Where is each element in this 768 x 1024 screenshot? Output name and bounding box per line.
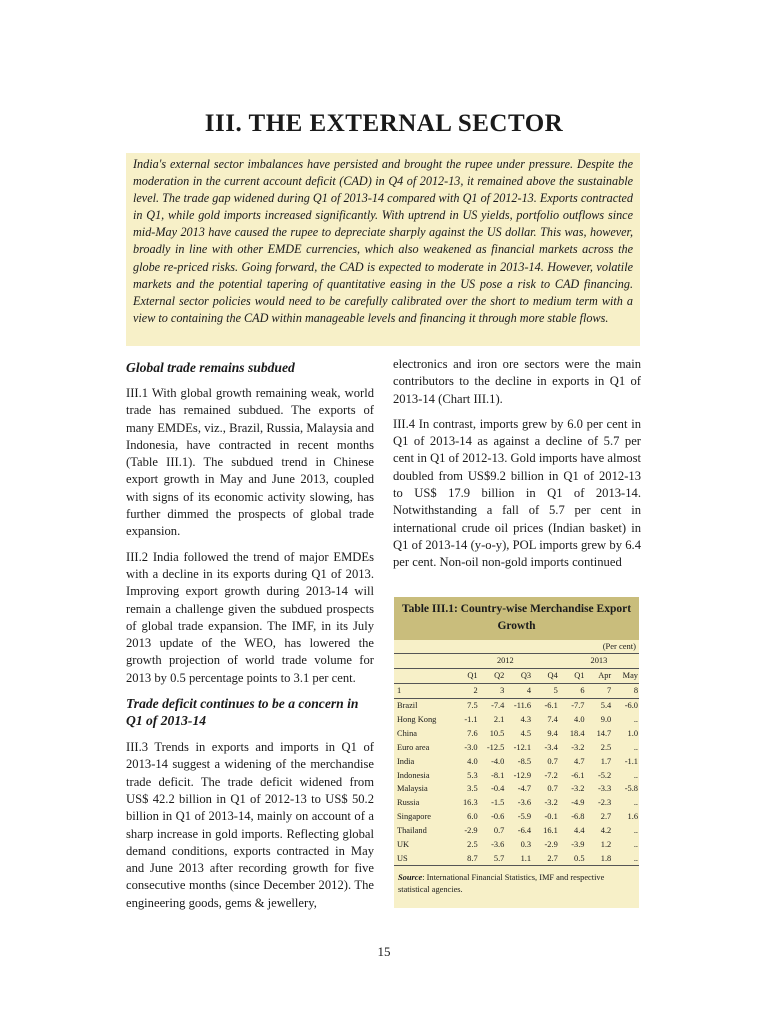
value-cell: 4.2 xyxy=(600,826,612,836)
value-cell: 4.0 xyxy=(467,756,478,766)
page-title: III. THE EXTERNAL SECTOR xyxy=(204,110,564,137)
column-header: Q4 xyxy=(532,668,559,683)
value-cell: 16.1 xyxy=(543,826,558,836)
value-cell: 18.4 xyxy=(569,728,585,738)
column-header: Q3 xyxy=(505,668,532,683)
table-row xyxy=(394,796,639,810)
value-cell: 2.5 xyxy=(600,742,612,752)
value-cell: 1.2 xyxy=(600,840,612,850)
value-cell: 0.5 xyxy=(559,851,586,865)
value-cell: 1.0 xyxy=(627,728,638,738)
table-year-row xyxy=(394,654,639,669)
country-cell: Brazil xyxy=(397,701,418,711)
source-text: : International Financial Statistics, IMF and respective statistical agencies. xyxy=(398,873,605,895)
value-cell: -12.9 xyxy=(513,770,532,780)
column-number: 7 xyxy=(586,683,613,698)
value-cell: 0.7 xyxy=(493,826,505,836)
value-cell: -3.0 xyxy=(464,742,478,752)
value-cell: 1.7 xyxy=(600,756,612,766)
value-cell: -4.0 xyxy=(491,756,505,766)
value-cell: 0.7 xyxy=(547,756,558,766)
table-title: Table III.1: Country-wise Merchandise Export Growth xyxy=(394,597,639,640)
year-header-2013: 2013 xyxy=(590,656,608,666)
value-cell: 4.7 xyxy=(574,756,585,766)
country-cell: Russia xyxy=(397,798,420,808)
value-cell: 5.3 xyxy=(467,770,478,780)
country-cell: Hong Kong xyxy=(397,715,437,724)
export-growth-table-box xyxy=(394,597,639,908)
value-cell: 14.7 xyxy=(596,728,612,738)
value-cell: 3.5 xyxy=(467,784,478,794)
value-cell: -3.3 xyxy=(597,784,612,794)
value-cell: .. xyxy=(633,742,638,752)
table-column-number-row xyxy=(394,683,639,698)
country-cell: Thailand xyxy=(397,826,427,836)
value-cell: -3.6 xyxy=(517,798,532,808)
value-cell: -0.1 xyxy=(544,812,558,822)
value-cell: -7.2 xyxy=(544,770,558,780)
value-cell: .. xyxy=(633,840,638,850)
column-number: 1 xyxy=(394,683,452,698)
section-heading-trade-deficit: Trade deficit continues to be a concern in Q1 of 2013-14 xyxy=(126,696,359,729)
value-cell: 2.5 xyxy=(467,840,478,850)
value-cell: 4.0 xyxy=(574,715,585,724)
value-cell: -5.9 xyxy=(517,812,532,822)
section-heading-global-trade: Global trade remains subdued xyxy=(126,360,295,375)
value-cell: -7.7 xyxy=(571,701,585,711)
value-cell: -6.8 xyxy=(571,812,585,822)
value-cell: -12.5 xyxy=(486,742,505,752)
paragraph-iii-4: III.4 In contrast, imports grew by 6.0 per cent in Q1 of 2013-14 as against a decline of 5.7 per cent in Q1 of 2012-13. Gold imports have almost doubled from US$9.2 billion in Q1 of 2012-13 to US$ 17.9 billion in Q1 of 2013-14. Notwithstanding a fall of 5.7 per cent in international crude oil prices (Indian basket) in Q1 of 2013-14 (y-o-y), POL imports grew by 6.4 per cent. Non-oil non-gold imports continued xyxy=(393,416,641,570)
column-number: 3 xyxy=(479,683,506,698)
value-cell: -2.9 xyxy=(464,826,478,836)
source-label: Source xyxy=(398,873,423,883)
table-row xyxy=(394,851,639,865)
value-cell: -7.4 xyxy=(491,701,505,711)
value-cell: 1.6 xyxy=(627,812,638,822)
value-cell: .. xyxy=(633,826,638,836)
country-cell: China xyxy=(397,728,418,738)
value-cell: 9.4 xyxy=(547,728,558,738)
column-number: 2 xyxy=(452,683,479,698)
column-header: Q1 xyxy=(559,668,586,683)
value-cell: .. xyxy=(633,798,638,808)
value-cell: -0.4 xyxy=(491,784,505,794)
value-cell: -5.2 xyxy=(597,770,612,780)
value-cell: 0.7 xyxy=(547,784,558,794)
value-cell: 9.0 xyxy=(600,715,612,724)
value-cell: 16.3 xyxy=(462,798,478,808)
value-cell: 5.4 xyxy=(600,701,612,711)
right-column xyxy=(393,356,641,580)
column-header: Apr xyxy=(586,668,613,683)
table-unit: (Per cent) xyxy=(602,641,636,651)
value-cell: 7.6 xyxy=(467,728,478,738)
value-cell: .. xyxy=(633,770,638,780)
table-row xyxy=(394,810,639,824)
country-cell: Singapore xyxy=(397,812,431,822)
value-cell: 2.7 xyxy=(600,812,612,822)
value-cell: -2.9 xyxy=(544,840,558,850)
value-cell: 2.1 xyxy=(493,715,505,724)
value-cell: -12.1 xyxy=(513,742,532,752)
paragraph-iii-1: III.1 With global growth remaining weak, world trade has remained subdued. The exports of many EMDEs, viz., Brazil, Russia, Malaysia and Indonesia, have contracted in recent months (Table III.1). The subdued trend in Chinese export growth in May and June 2013, coupled with signs of its economic activity slowing, has further dimmed the prospects of global trade expansion. xyxy=(126,386,374,539)
value-cell: .. xyxy=(612,851,639,865)
column-header: May xyxy=(612,668,639,683)
value-cell: -6.1 xyxy=(571,770,585,780)
value-cell: -3.2 xyxy=(571,784,585,794)
table-row xyxy=(394,768,639,782)
column-number: 4 xyxy=(505,683,532,698)
value-cell: 4.5 xyxy=(520,728,532,738)
country-cell: Indonesia xyxy=(397,770,430,780)
value-cell: -1.5 xyxy=(491,798,505,808)
summary-box: India's external sector imbalances have persisted and brought the rupee under pressure. Despite the moderation in the current account deficit (CAD) in Q4 of 2012-13, it remained above the sustainable level. The trade gap widened during Q1 of 2013-14 compared with Q1 of 2012-13. Exports contracted in Q1, while gold imports increased significantly. With uptrend in US yields, portfolio outflows since mid-May 2013 have caused the rupee to depreciate sharply against the US dollar. This was, however, broadly in line with other EMDE currencies, which also weakened as financial markets across the globe re-priced risks. Going forward, the CAD is expected to moderate in 2013-14. However, volatile markets and the potential tapering of quantitative easing in the US pose a risk to CAD financing. External sector policies would need to be carefully calibrated over the short to medium term with a view to containing the CAD within manageable levels and financing it through more stable flows. xyxy=(126,153,640,346)
table-row xyxy=(394,754,639,768)
value-cell: -6.4 xyxy=(517,826,532,836)
value-cell: -6.1 xyxy=(544,701,558,711)
value-cell: -2.3 xyxy=(597,798,612,808)
value-cell: -3.2 xyxy=(571,742,585,752)
value-cell: -8.1 xyxy=(491,770,505,780)
value-cell: 1.8 xyxy=(586,851,613,865)
table-row xyxy=(394,782,639,796)
table-row xyxy=(394,838,639,852)
country-cell: India xyxy=(397,756,415,766)
value-cell: -5.8 xyxy=(624,784,638,794)
value-cell: -3.4 xyxy=(544,742,558,752)
value-cell: 1.1 xyxy=(505,851,532,865)
country-cell: UK xyxy=(397,840,410,850)
table-row xyxy=(394,740,639,754)
value-cell: -3.9 xyxy=(571,840,585,850)
value-cell: -3.2 xyxy=(544,798,558,808)
value-cell: -1.1 xyxy=(624,756,638,766)
table-row xyxy=(394,726,639,740)
table-source-note xyxy=(394,866,639,896)
country-cell: Malaysia xyxy=(397,784,428,794)
left-column xyxy=(126,356,374,920)
value-cell: 0.3 xyxy=(520,840,532,850)
value-cell: 6.0 xyxy=(467,812,478,822)
value-cell: 10.5 xyxy=(489,728,505,738)
table-row xyxy=(394,713,639,727)
value-cell: -8.5 xyxy=(517,756,532,766)
year-header-2012: 2012 xyxy=(496,656,514,666)
value-cell: -0.6 xyxy=(491,812,505,822)
value-cell: 4.3 xyxy=(520,715,532,724)
paragraph-iii-3: III.3 Trends in exports and imports in Q1 of 2013-14 suggest a widening of the merchandise trade deficit. The trade deficit widened from US$ 42.2 billion in Q1 of 2012-13 to US$ 50.2 billion in Q1 of 2013-14, mainly on account of a sharp increase in gold imports. Reflecting global demand conditions, exports contracted in May and June 2013 after recording growth for five consecutive months (since December 2012). The engineering goods, gems & jewellery, xyxy=(126,740,374,910)
paragraph-continued: electronics and iron ore sectors were the main contributors to the decline in exports in Q1 of 2013-14 (Chart III.1). xyxy=(393,357,641,406)
value-cell: -11.6 xyxy=(513,701,532,711)
column-header: Q2 xyxy=(479,668,506,683)
country-cell: US xyxy=(394,851,452,865)
value-cell: 5.7 xyxy=(479,851,506,865)
column-number: 6 xyxy=(559,683,586,698)
value-cell: 4.4 xyxy=(574,826,585,836)
table-row xyxy=(394,698,639,712)
page-number: 15 xyxy=(377,944,391,959)
column-number: 5 xyxy=(532,683,559,698)
paragraph-iii-2: III.2 India followed the trend of major EMDEs with a decline in its exports during Q1 of 2013. Improving export growth during 2013-14 will remain a challenge given the subdued prospects of global trade expansion. The IMF, in its July 2013 update of the WEO, has lowered the growth projection of world trade volume for 2013 by 0.5 percentage points to 3.1 per cent. xyxy=(126,549,374,685)
table-row xyxy=(394,824,639,838)
value-cell: .. xyxy=(633,715,638,724)
value-cell: 8.7 xyxy=(452,851,479,865)
value-cell: -1.1 xyxy=(464,715,478,724)
value-cell: -4.7 xyxy=(517,784,532,794)
column-header: Q1 xyxy=(452,668,479,683)
country-cell: Euro area xyxy=(397,742,430,752)
value-cell: -3.6 xyxy=(491,840,505,850)
table-header-row xyxy=(394,668,639,683)
value-cell: -4.9 xyxy=(571,798,585,808)
value-cell: 7.5 xyxy=(467,701,478,711)
value-cell: -6.0 xyxy=(624,701,638,711)
column-number: 8 xyxy=(612,683,639,698)
export-growth-table xyxy=(394,653,639,866)
value-cell: 2.7 xyxy=(532,851,559,865)
value-cell: 7.4 xyxy=(547,715,558,724)
